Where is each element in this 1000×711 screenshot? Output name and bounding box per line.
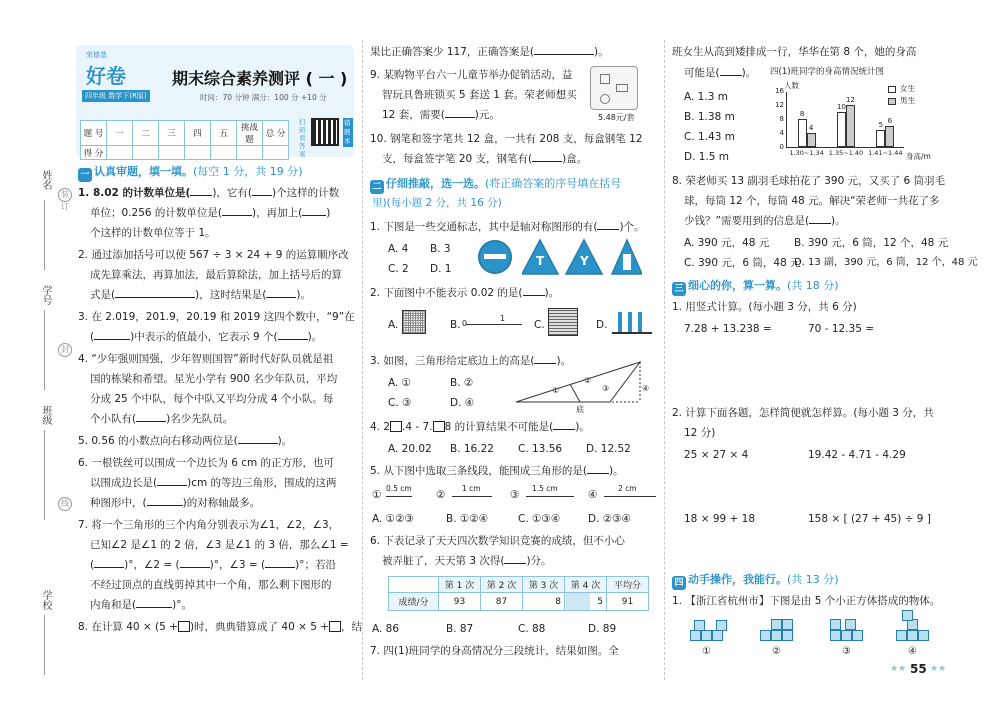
axis-zero: 0 <box>462 319 468 328</box>
section-badge: 一 <box>78 168 92 182</box>
question-4: 4. “少年强则国强，少年智则国智”新时代好队员就是祖 <box>78 353 334 365</box>
calc-2-b: 19.42 - 4.71 - 4.29 <box>808 449 906 461</box>
y-tick-label: 12 <box>775 101 784 109</box>
chart-bar <box>885 126 894 147</box>
choice-6-opt-d[interactable]: D. 89 <box>588 623 617 635</box>
cube-figure-3 <box>830 616 870 644</box>
cube-block-icon <box>548 308 578 336</box>
no-entry-bar <box>484 254 506 259</box>
choice-1-opt-d[interactable]: D. 1 <box>430 263 452 275</box>
page-stars-left: ★★ <box>890 664 907 674</box>
abacus-rod <box>638 312 642 332</box>
operate-1: 1. 【浙江省杭州市】下图是由 5 个小正方体搭成的物体。 <box>672 595 941 607</box>
choice-6-opt-a[interactable]: A. 86 <box>372 623 400 635</box>
score-cell[interactable] <box>133 146 159 160</box>
puzzle-piece-icon <box>600 74 610 84</box>
question-4-line-3: 分成 25 个中队，每个中队又平均分成 4 个小队。每 <box>90 393 334 405</box>
cube-figure-4 <box>896 616 936 644</box>
section-badge: 三 <box>672 282 686 296</box>
choice-5-opt-c[interactable]: C. ①③④ <box>518 513 561 525</box>
segment-3-length: 1.5 cm <box>532 484 558 493</box>
score-cell: 四 <box>185 121 211 146</box>
choice-8-line-2: 球，每筒 12 个，每筒 48 元。解决“荣老师一共花了多 <box>684 195 940 207</box>
segment-1-num: ① <box>372 489 382 501</box>
choice-1-opt-b[interactable]: B. 3 <box>430 243 451 255</box>
choice-3: 3. 如图，三角形给定底边上的高是( )。 <box>370 355 572 367</box>
calc-2-c: 18 × 99 + 18 <box>684 513 756 525</box>
section-note: (每空 1 分，共 19 分) <box>193 165 303 178</box>
segment-3-num: ③ <box>510 489 520 501</box>
choice-1-opt-c[interactable]: C. 2 <box>388 263 409 275</box>
legend-female: 女生 <box>900 84 915 93</box>
score-cell: 总 分 <box>263 121 289 146</box>
seal-hole-3: 线 <box>58 497 72 511</box>
question-9-line-3: 12 套，需要( )元。 <box>382 109 500 121</box>
choice-8-opt-b[interactable]: B. 390 元，6 筒，12 个，48 元 <box>794 237 949 249</box>
chart-bar <box>846 105 855 147</box>
y-tick-label: 4 <box>779 129 784 137</box>
cube-figure-1 <box>690 616 730 644</box>
question-10: 10. 钢笔和签字笔共 12 盒，一共有 208 支，每盒钢笔 12 <box>370 133 643 145</box>
name-label: 姓名 <box>40 170 51 190</box>
calc-1-b: 70 - 12.35 = <box>808 323 875 335</box>
choice-8-opt-c[interactable]: C. 390 元，6 筒，48 元 <box>684 257 801 269</box>
segment-2-line <box>452 496 492 497</box>
legend-swatch-male <box>888 98 896 105</box>
bar-value-label: 5 <box>878 120 884 129</box>
score-table-row <box>81 121 289 146</box>
section-title: 仔细推敲，选一选。 <box>386 177 485 190</box>
school-line <box>44 615 45 675</box>
page-number: 55 <box>910 662 927 676</box>
inner-line <box>570 384 580 402</box>
choice-3-opt-a[interactable]: A. ① <box>388 377 412 389</box>
blank-box[interactable] <box>329 621 341 632</box>
tri-mark-2: ② <box>584 376 592 385</box>
choice-7: 7. 四(1)班同学的身高情况分三段统计，结果如图。全 <box>370 645 619 657</box>
score-cell: 得 分 <box>81 146 107 160</box>
student-id-label: 学号 <box>40 285 51 305</box>
cube-label-2: ② <box>772 646 781 657</box>
choice-7-cont: 班女生从高到矮排成一行，华华在第 8 个，她的身高 <box>672 46 917 58</box>
bar-value-label: 6 <box>887 117 893 125</box>
score-cell[interactable] <box>237 146 263 160</box>
bar-value-label: 10 <box>837 103 846 111</box>
choice-2: 2. 下面图中不能表示 0.02 的是( )。 <box>370 287 560 299</box>
y-tick-label: 0 <box>779 143 784 151</box>
chart-bar <box>807 133 816 147</box>
question-5: 5. 0.56 的小数点向右移动两位是( )。 <box>78 435 293 447</box>
brand-top: 荣德基 <box>86 51 107 59</box>
score-cell[interactable] <box>159 146 185 160</box>
signal-light-body <box>623 254 631 270</box>
choice-6: 6. 下表记录了天天四次数学知识竞赛的成绩，但不小心 <box>370 535 625 547</box>
chart-title: 四(1)班同学的身高情况统计图 <box>770 67 885 77</box>
choice-8: 8. 荣老师买 13 副羽毛球拍花了 390 元，又买了 6 筒羽毛 <box>672 175 945 187</box>
choice-7-opt-d[interactable]: D. 1.5 m <box>684 151 730 163</box>
section-note: (共 18 分) <box>787 279 839 292</box>
bar-value-label: 8 <box>799 110 805 118</box>
column-divider-1 <box>362 40 363 680</box>
chart-plot-area <box>786 92 904 157</box>
page-title: 期末综合素养测评 ( 一 ) <box>172 69 348 88</box>
chart-bar <box>837 112 846 147</box>
cube-figure-2 <box>760 616 800 644</box>
cube-label-3: ③ <box>842 646 851 657</box>
section-badge: 四 <box>672 576 686 590</box>
puzzle-piece-icon <box>616 84 628 92</box>
question-7: 7. 将一个三角形的三个内角分别表示为∠1，∠2，∠3， <box>78 519 340 531</box>
tri-mark-1: ① <box>552 386 560 395</box>
segment-1-length: 0.5 cm <box>386 484 412 493</box>
choice-8-line-3: 少钱？”需要用到的信息是( )。 <box>684 215 846 227</box>
seal-hole: 装订 <box>58 188 72 202</box>
segment-1-line <box>386 496 412 497</box>
question-2: 2. 通过添加括号可以使 567 ÷ 3 × 24 + 9 的运算顺序改 <box>78 249 349 261</box>
section-2-note-2: 里)(每小题 2 分，共 16 分) <box>372 197 502 209</box>
choice-6-line-2: 被弄脏了，天天第 3 次得( )分。 <box>382 555 552 567</box>
choice-3-opt-d[interactable]: D. ④ <box>450 397 475 409</box>
choice-2-opt-b[interactable]: B. <box>450 319 461 331</box>
score-cell: 挑战题 <box>237 121 263 146</box>
question-9: 9. 某购物平台六一儿童节举办促销活动，益 <box>370 69 573 81</box>
calc-2-instruction-2: 12 分) <box>684 427 716 439</box>
class-label: 班级 <box>40 405 51 425</box>
tri-base-label: 底 <box>576 405 584 414</box>
choice-7-opt-b[interactable]: B. 1.38 m <box>684 111 735 123</box>
score-cell[interactable] <box>211 146 237 160</box>
question-7-line-3: ( )°，∠2 = ( )°，∠3 = ( )°；若沿 <box>90 559 336 571</box>
score-cell: 二 <box>133 121 159 146</box>
tri-mark-3: ③ <box>602 384 610 393</box>
choice-5-opt-d[interactable]: D. ②③④ <box>588 513 631 525</box>
triangle-shape <box>516 362 640 402</box>
question-3: 3. 在 2.019，201.9，20.19 和 2019 这四个数中，“9”在 <box>78 311 355 323</box>
cube-label-1: ① <box>702 646 711 657</box>
question-7-line-4: 不经过顶点的直线剪掉其中一个角，那么剩下图形的 <box>90 579 332 591</box>
choice-6-opt-b[interactable]: B. 87 <box>446 623 474 635</box>
section-title: 细心的你，算一算。 <box>688 279 787 292</box>
blank-box[interactable] <box>433 421 445 432</box>
chart-xlabel: 身高/m <box>906 152 931 161</box>
question-6-line-2: 以围成边长是( )cm 的等边三角形，围成的这两 <box>90 477 337 489</box>
score-cell: 一 <box>107 121 133 146</box>
abacus-rod <box>618 312 622 332</box>
question-9-line-2: 智玩具鲁班锁买 5 套送 1 套。荣老师想买 <box>382 89 577 101</box>
number-line <box>466 324 522 325</box>
bar-value-label: 4 <box>808 124 814 132</box>
table-header-row: 第 1 次 第 2 次 第 3 次 第 4 次 平均分 <box>389 577 649 593</box>
score-cell[interactable] <box>185 146 211 160</box>
choice-1-opt-a[interactable]: A. 4 <box>388 243 409 255</box>
axis-one: 1 <box>500 314 506 323</box>
y-tick-label: 8 <box>779 115 784 123</box>
question-8: 8. 在计算 40 × (5 + )时，典典错算成了 40 × 5 + ，结 <box>78 621 363 633</box>
question-3-line-2: ( )中表示的值最小，它表示 9 个( )。 <box>90 331 323 343</box>
question-2-line-3: 式是( )，这时结果是( )。 <box>90 289 311 301</box>
chart-ylabel: 人数 <box>784 81 799 90</box>
segment-2-num: ② <box>436 489 446 501</box>
choice-2-opt-d[interactable]: D. <box>596 319 608 331</box>
y-sign-letter: Y <box>580 254 589 268</box>
section-title: 动手操作，我能行。 <box>688 573 787 586</box>
x-tick-label: 1.35~1.40 <box>828 149 864 157</box>
choice-4-opt-b[interactable]: B. 16.22 <box>450 443 494 455</box>
score-cell: 三 <box>159 121 185 146</box>
question-4-line-2: 国的栋梁和希望。星光小学有 900 名少年队员，平均 <box>90 373 338 385</box>
legend-swatch-female <box>888 86 896 93</box>
brand-logo: 好卷 <box>86 64 126 88</box>
qr-left-label: 扫码看答案 <box>299 118 306 158</box>
choice-6-opt-c[interactable]: C. 88 <box>518 623 546 635</box>
section-badge: 二 <box>370 180 384 194</box>
choice-5-opt-a[interactable]: A. ①②③ <box>372 513 414 525</box>
choice-3-opt-b[interactable]: B. ② <box>450 377 474 389</box>
choice-4-opt-d[interactable]: D. 12.52 <box>586 443 631 455</box>
segment-3-line <box>526 496 574 497</box>
choice-3-opt-c[interactable]: C. ③ <box>388 397 412 409</box>
score-cell[interactable] <box>263 146 289 160</box>
time-score: 时间：70 分钟 满分：100 分 +10 分 <box>200 93 327 102</box>
score-table-row <box>81 146 289 160</box>
y-tick-label: 16 <box>775 87 784 95</box>
question-10-line-2: 支，每盒签字笔 20 支，钢笔有( )盒。 <box>382 153 588 165</box>
column-divider-2 <box>664 40 665 680</box>
choice-8-opt-a[interactable]: A. 390 元，48 元 <box>684 237 770 249</box>
question-1-line-3: 个这样的计数单位等于 1。 <box>90 227 216 239</box>
seal-hole-2: 封 <box>58 343 72 357</box>
choice-5: 5. 从下图中选取三条线段，能围成三角形的是( )。 <box>370 465 624 477</box>
qr-right-label: 错题本 <box>343 118 353 147</box>
question-7-line-5: 内角和是( )°。 <box>90 599 192 611</box>
segment-4-length: 2 cm <box>618 484 637 493</box>
question-7-line-2: 已知∠2 是∠1 的 2 倍，∠3 是∠1 的 3 倍，那么∠1 = <box>90 539 349 551</box>
x-tick-label: 1.30~1.34 <box>789 149 824 157</box>
school-label: 学校 <box>40 590 51 610</box>
score-table <box>80 120 289 160</box>
question-6: 6. 一根铁丝可以围成一个边长为 6 cm 的正方形，也可 <box>78 457 335 469</box>
choice-4-opt-c[interactable]: C. 13.56 <box>518 443 563 455</box>
class-line <box>44 430 45 520</box>
choice-4: 4. 2 .4 - 7. 8 的计算结果不可能是( )。 <box>370 421 590 433</box>
choice-2-opt-c[interactable]: C. <box>534 319 545 331</box>
question-1-line-2: 单位；0.256 的计数单位是( )，再加上( ) <box>90 207 331 219</box>
calc-1-instruction: 1. 用竖式计算。(每小题 3 分，共 6 分) <box>672 301 857 313</box>
segment-4-line <box>604 496 656 497</box>
blank-box[interactable] <box>390 421 402 432</box>
question-1: 1. 8.02 的计数单位是( )，它有( )个这样的计数 <box>78 187 340 199</box>
section-2-heading <box>370 176 621 194</box>
question-2-line-2: 成先算乘法，再算加法，最后算除法，加上括号后的算 <box>90 269 342 281</box>
puzzle-piece-icon <box>600 94 610 104</box>
choice-1: 1. 下图是一些交通标志，其中是轴对称图形的有( )个。 <box>370 221 645 233</box>
abacus-rod <box>628 312 632 332</box>
toy-price: 5.48元/套 <box>598 113 635 122</box>
id-line <box>44 310 45 390</box>
grade-label: 四年级 数学下(R版) <box>82 90 150 102</box>
section-3-heading <box>672 278 839 296</box>
legend-male: 男生 <box>900 96 915 105</box>
calc-2-d: 158 × [ (27 + 45) ÷ 9 ] <box>808 513 931 525</box>
name-line <box>44 200 45 270</box>
calc-2-instruction: 2. 计算下面各题，怎样简便就怎样算。(每小题 3 分，共 <box>672 407 934 419</box>
section-title: 认真审题，填一填。 <box>94 165 193 178</box>
cube-label-4: ④ <box>908 646 917 657</box>
calc-1-a: 7.28 + 13.238 = <box>684 323 772 335</box>
table-row: 成绩/分 93 87 8 5 91 <box>389 593 649 611</box>
score-cell[interactable] <box>107 146 133 160</box>
question-6-line-3: 种图形中，( )的对称轴最多。 <box>90 497 261 509</box>
choice-8-opt-d[interactable]: D. 13 副，390 元，6 筒，12 个，48 元 <box>794 257 978 268</box>
choice-7-opt-a[interactable]: A. 1.3 m <box>684 91 728 103</box>
question-8-cont: 果比正确答案少 117，正确答案是( )。 <box>370 46 609 58</box>
bar-value-label: 12 <box>846 96 855 104</box>
blank-box[interactable] <box>178 621 190 632</box>
choice-2-opt-a[interactable]: A. <box>388 319 399 331</box>
t-sign-letter: T <box>536 254 545 268</box>
choice-7-cont-2: 可能是( )。 <box>684 67 757 79</box>
section-note: (共 13 分) <box>787 573 839 586</box>
puzzle-toy-image <box>590 66 638 110</box>
calc-2-a: 25 × 27 × 4 <box>684 449 749 461</box>
question-4-line-4: 个小队有( )名少先队员。 <box>90 413 234 425</box>
section-1-heading <box>78 164 303 182</box>
hundred-grid-icon <box>402 310 426 334</box>
page-stars-right: ★★ <box>930 664 947 674</box>
qr-code-icon[interactable] <box>311 118 339 146</box>
score-cell: 题 号 <box>81 121 107 146</box>
segment-2-length: 1 cm <box>462 484 481 493</box>
choice-5-opt-b[interactable]: B. ①②④ <box>446 513 489 525</box>
x-tick-label: 1.41~1.44 <box>868 149 903 157</box>
segment-4-num: ④ <box>588 489 598 501</box>
section-note: (将正确答案的序号填在括号 <box>485 177 622 190</box>
chart-bar <box>876 130 885 148</box>
score-record-table <box>388 576 649 611</box>
choice-7-opt-c[interactable]: C. 1.43 m <box>684 131 735 143</box>
choice-4-opt-a[interactable]: A. 20.02 <box>388 443 432 455</box>
tri-mark-4: ④ <box>642 384 650 393</box>
section-4-heading <box>672 572 839 590</box>
score-cell: 五 <box>211 121 237 146</box>
